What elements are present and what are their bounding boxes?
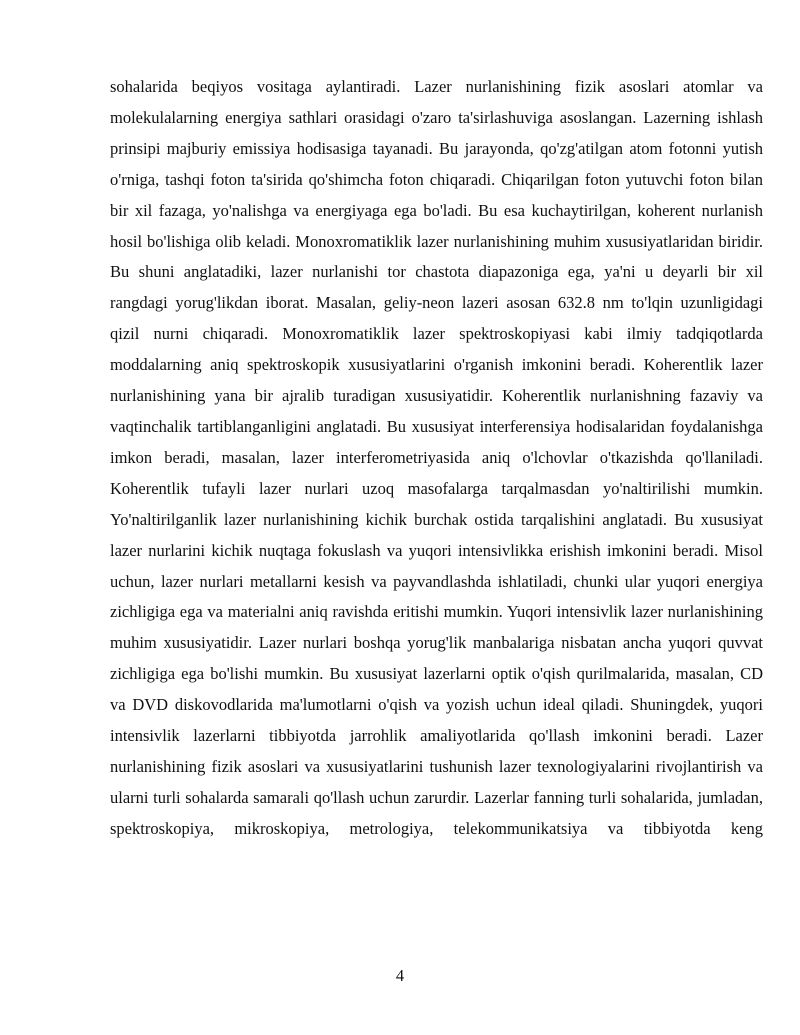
page-number: 4 [395,966,405,985]
body-paragraph: sohalarida beqiyos vositaga aylantiradi. Lazer nurlanishining fizik asoslari atomlar va molekulalarning energiya sathlari orasidagi o'zaro ta'sirlashuviga asoslangan. Lazerning ishlash prinsipi majburiy emissiya hodisasiga tayanadi. Bu jarayonda, qo'zg'atilgan atom fotonni yutish o'rniga, tashqi foton ta'sirida qo'shimcha foton chiqaradi. Chiqarilgan foton yutuvchi foton bilan bir xil fazaga, yo'nalishga va energiyaga ega bo'ladi. Bu esa kuchaytirilgan, koherent nurlanish hosil bo'lishiga olib keladi. Monoxromatiklik lazer nurlanishining muhim xususiyatlaridan biridir. Bu shuni anglatadiki, lazer nurlanishi tor chastota diapazoniga ega, ya'ni u deyarli bir xil rangdagi yorug'likdan iborat. Masalan, geliy-neon lazeri asosan 632.8 nm to'lqin uzunligidagi qizil nurni chiqaradi. Monoxromatiklik lazer spektroskopiyasi kabi ilmiy tadqiqotlarda moddalarning aniq spektroskopik xususiyatlarini o'rganish imkonini beradi. Koherentlik lazer nurlanishining yana bir ajralib turadigan xususiyatidir. Koherentlik nurlanishning fazaviy va vaqtinchalik tartiblanganligini anglatadi. Bu xususiyat interferensiya hodisalaridan foydalanishga imkon beradi, masalan, lazer interferometriyasida aniq o'lchovlar o'tkazishda qo'llaniladi. Koherentlik tufayli lazer nurlari uzoq masofalarga tarqalmasdan yo'naltirilishi mumkin. Yo'naltirilganlik lazer nurlanishining kichik burchak ostida tarqalishini anglatadi. Bu xususiyat lazer nurlarini kichik nuqtaga fokuslash va yuqori intensivlikka erishish imkonini beradi. Misol uchun, lazer nurlari metallarni kesish va payvandlashda ishlatiladi, chunki ular yuqori energiya zichligiga ega va materialni aniq ravishda eritishi mumkin. Yuqori intensivlik lazer nurlanishining muhim xususiyatidir. Lazer nurlari boshqa yorug'lik manbalariga nisbatan ancha yuqori quvvat zichligiga ega bo'lishi mumkin. Bu xususiyat lazerlarni optik o'qish qurilmalarida, masalan, CD va DVD diskovodlarida ma'lumotlarni o'qish va yozish uchun ideal qiladi. Shuningdek, yuqori intensivlik lazerlarni tibbiyotda jarrohlik amaliyotlarida qo'llash imkonini beradi. Lazer nurlanishining fizik asoslari va xususiyatlarini tushunish lazer texnologiyalarini rivojlantirish va ularni turli sohalarda samarali qo'llash uchun zarurdir. Lazerlar fanning turli sohalarida, jumladan, spektroskopiya, mikroskopiya, metrologiya, telekommunikatsiya va tibbiyotda keng [110,77,763,838]
